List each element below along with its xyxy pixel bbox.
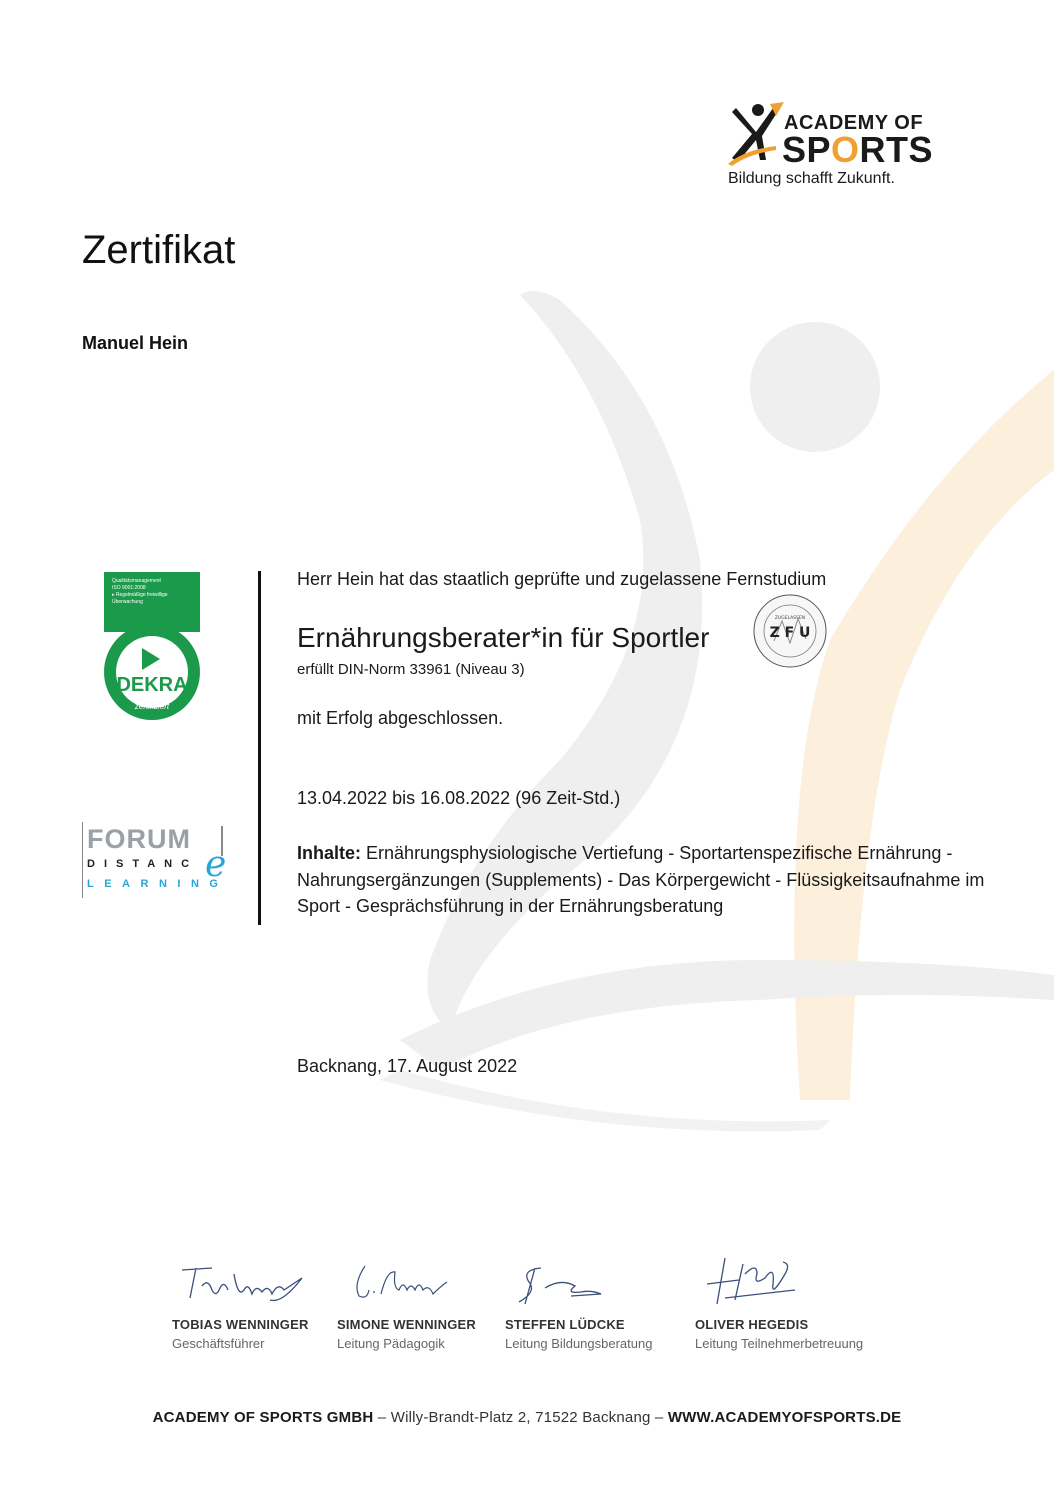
- contents-text: Ernährungsphysiologische Vertiefung - Sportartenspezifische Ernährung - Nahrungsergänzungen (Supplements) - Das Körpergewicht - Flüssigkeitsaufnahme im Sport - Gesprächsführung in der Ernährungsberatung: [297, 843, 985, 916]
- signature-block: [162, 1264, 322, 1354]
- contents-label: Inhalte:: [297, 843, 362, 863]
- forum-distance-learning-logo: [82, 822, 229, 898]
- logo-line2: SPORTS: [782, 129, 934, 170]
- logo-tagline: Bildung schafft Zukunft.: [728, 170, 895, 187]
- signatory-role: Geschäftsführer: [172, 1336, 265, 1351]
- academy-of-sports-logo: [726, 100, 936, 192]
- zfu-seal: [752, 593, 828, 669]
- place-and-date: Backnang, 17. August 2022: [297, 1056, 518, 1076]
- signatory-name: OLIVER HEGEDIS: [695, 1317, 809, 1332]
- signature-block: [327, 1264, 487, 1354]
- athlete-logo-icon: [726, 102, 788, 168]
- dekra-arrow-icon: [142, 648, 160, 670]
- dekra-certified-label: zertifiziert: [134, 702, 170, 711]
- intro-text: Herr Hein hat das staatlich geprüfte und zugelassene Fernstudium: [297, 569, 827, 589]
- footer: [0, 1409, 1054, 1426]
- footer-website[interactable]: WWW.ACADEMYOFSPORTS.DE: [667, 1409, 902, 1426]
- signatory-name: STEFFEN LÜDCKE: [505, 1317, 625, 1332]
- signatory-role: Leitung Pädagogik: [337, 1336, 445, 1351]
- signature-image: [695, 1254, 805, 1310]
- vertical-divider: [258, 571, 261, 925]
- signature-block: [685, 1254, 885, 1354]
- signature-image: [172, 1264, 312, 1308]
- course-title: Ernährungsberater*in für Sportler: [297, 622, 710, 653]
- course-contents: [297, 840, 1017, 920]
- course-dates: 13.04.2022 bis 16.08.2022 (96 Zeit-Std.): [297, 788, 621, 808]
- zfu-inner-text: ZUGELASSEN: [774, 616, 806, 621]
- completion-text: mit Erfolg abgeschlossen.: [297, 708, 504, 728]
- footer-company: ACADEMY OF SPORTS GMBH: [152, 1409, 374, 1426]
- footer-address: – Willy-Brandt-Platz 2, 71522 Backnang –: [377, 1409, 664, 1426]
- signatory-name: SIMONE WENNINGER: [337, 1317, 476, 1332]
- logo-line1: ACADEMY OF: [784, 112, 924, 134]
- forum-distance-word: DISTANC: [87, 858, 199, 870]
- signature-image: [505, 1264, 615, 1308]
- dekra-brand: DEKRA: [116, 674, 188, 696]
- forum-learning-word: LEARNING: [87, 878, 229, 890]
- recipient-name: Manuel Hein: [82, 333, 189, 353]
- din-norm-text: erfüllt DIN-Norm 33961 (Niveau 3): [297, 661, 525, 678]
- signature-block: [495, 1264, 675, 1354]
- dekra-certification-badge: [104, 572, 200, 726]
- signature-image: [337, 1264, 457, 1308]
- certificate-title: Zertifikat: [82, 228, 236, 272]
- forum-word: FORUM: [87, 824, 191, 854]
- forum-e-letter: e: [205, 844, 227, 885]
- signatory-role: Leitung Teilnehmerbetreuung: [695, 1336, 864, 1351]
- zfu-letters: Z F U: [769, 625, 811, 641]
- dekra-inner-circle: [116, 636, 188, 708]
- signatory-name: TOBIAS WENNINGER: [172, 1317, 309, 1332]
- signatory-role: Leitung Bildungsberatung: [505, 1336, 653, 1351]
- dekra-top-panel: Qualitätsmanagement ISO 9001:2008 ▸ Regelmäßige freiwillige Überwachung: [104, 572, 200, 632]
